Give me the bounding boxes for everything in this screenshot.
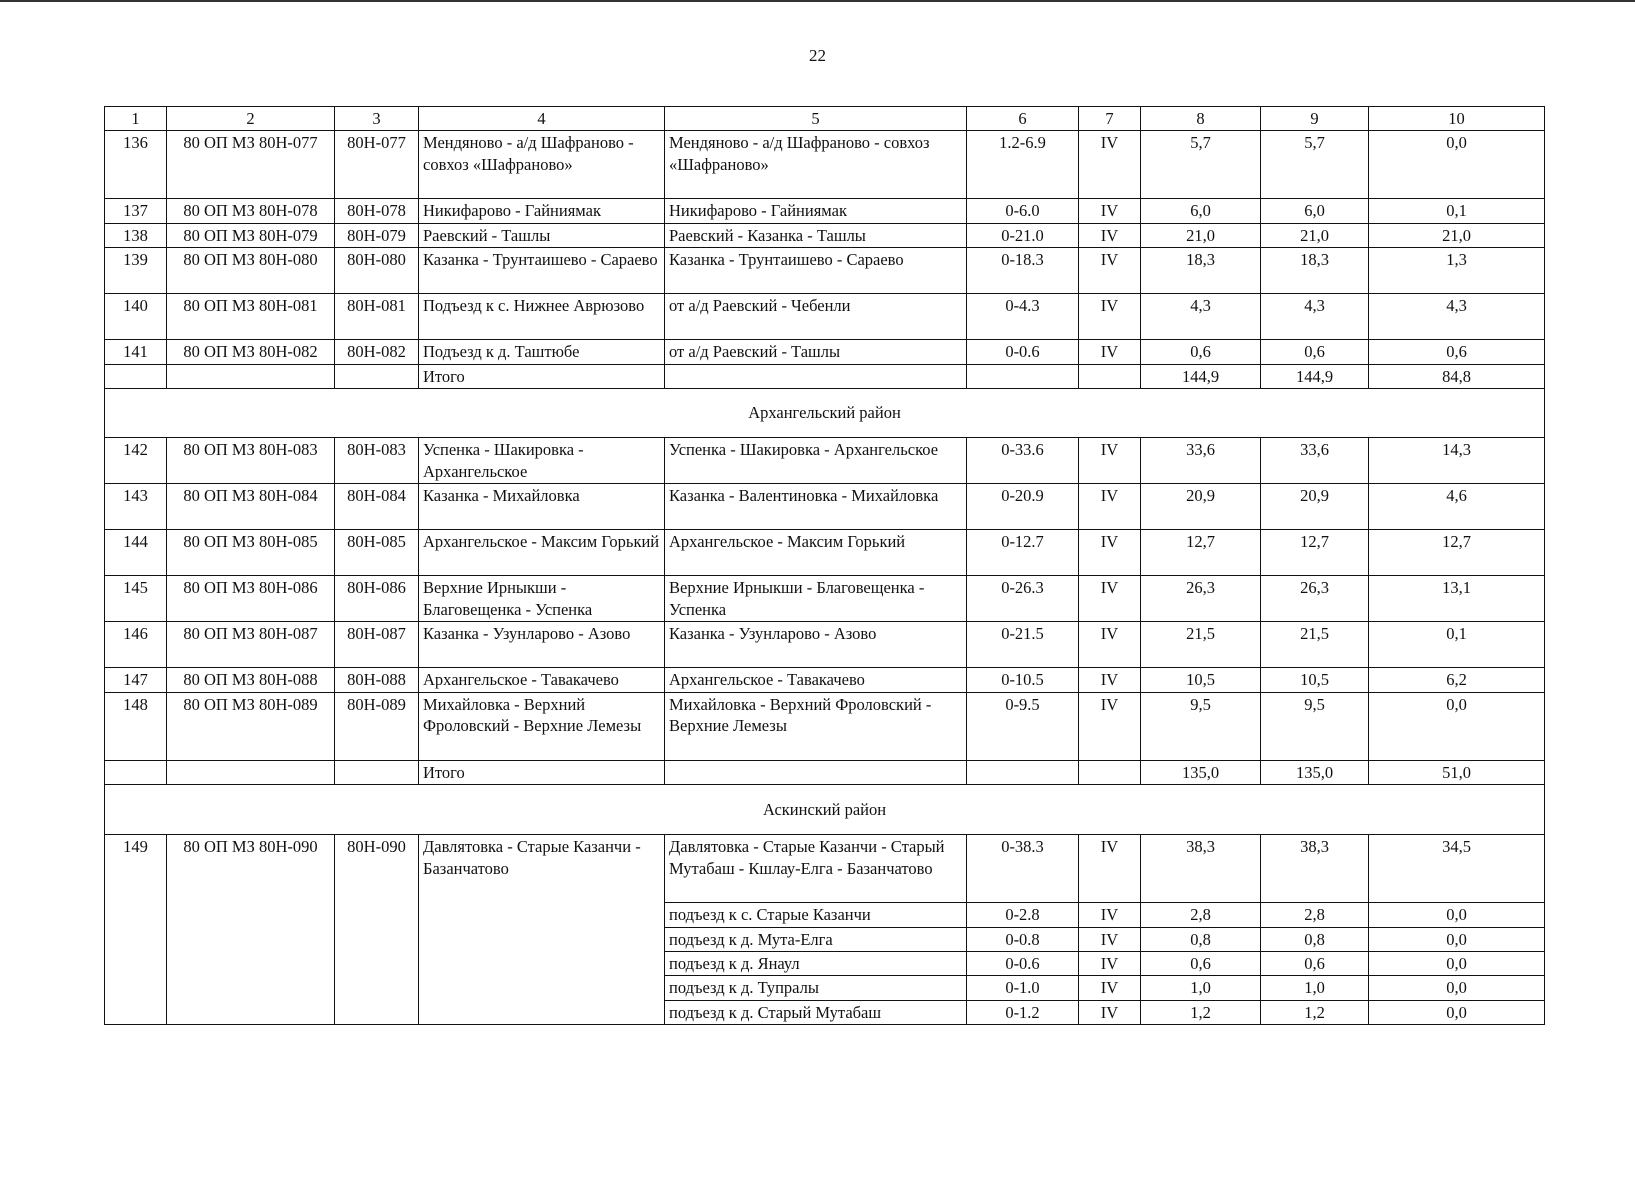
row-number: 136 — [105, 131, 167, 199]
length-cell: 18,3 — [1141, 248, 1261, 294]
road-name-cell: Михайловка - Верхний Фроловский - Верхние Лемезы — [419, 692, 665, 760]
empty-cell — [665, 760, 967, 784]
road-name-cell: Подъезд к д. Таштюбе — [419, 340, 665, 364]
route-cell: подъезд к с. Старые Казанчи — [665, 903, 967, 927]
length-total-cell: 21,0 — [1261, 223, 1369, 247]
table-row — [105, 484, 1545, 530]
total-row — [105, 364, 1545, 388]
length-cell: 12,7 — [1141, 530, 1261, 576]
length-cell: 0,8 — [1141, 927, 1261, 951]
route-cell: Михайловка - Верхний Фроловский - Верхние Лемезы — [665, 692, 967, 760]
road-code-cell: 80Н-083 — [335, 438, 419, 484]
header-cell: 6 — [967, 107, 1079, 131]
surface-cell: 84,8 — [1369, 364, 1545, 388]
surface-cell: 4,6 — [1369, 484, 1545, 530]
empty-cell — [335, 760, 419, 784]
category-cell: IV — [1079, 131, 1141, 199]
length-cell: 21,5 — [1141, 622, 1261, 668]
empty-cell — [967, 760, 1079, 784]
km-range-cell: 0-0.6 — [967, 340, 1079, 364]
length-cell: 26,3 — [1141, 576, 1261, 622]
km-range-cell: 0-10.5 — [967, 668, 1079, 692]
km-range-cell: 0-4.3 — [967, 294, 1079, 340]
row-number: 148 — [105, 692, 167, 760]
length-total-cell: 0,6 — [1261, 951, 1369, 975]
road-id-cell: 80 ОП МЗ 80Н-079 — [167, 223, 335, 247]
length-cell: 135,0 — [1141, 760, 1261, 784]
road-id-cell: 80 ОП МЗ 80Н-086 — [167, 576, 335, 622]
header-cell: 1 — [105, 107, 167, 131]
length-total-cell: 2,8 — [1261, 903, 1369, 927]
road-name-cell: Мендяново - а/д Шафраново - совхоз «Шафраново» — [419, 131, 665, 199]
km-range-cell: 0-0.6 — [967, 951, 1079, 975]
length-total-cell: 33,6 — [1261, 438, 1369, 484]
route-cell: от а/д Раевский - Ташлы — [665, 340, 967, 364]
row-number: 140 — [105, 294, 167, 340]
surface-cell: 0,0 — [1369, 131, 1545, 199]
length-cell: 10,5 — [1141, 668, 1261, 692]
km-range-cell: 0-18.3 — [967, 248, 1079, 294]
length-total-cell: 135,0 — [1261, 760, 1369, 784]
length-total-cell: 0,8 — [1261, 927, 1369, 951]
table-row — [105, 530, 1545, 576]
category-cell: IV — [1079, 530, 1141, 576]
route-cell: Архангельское - Тавакачево — [665, 668, 967, 692]
road-code-cell: 80Н-085 — [335, 530, 419, 576]
length-total-cell: 1,2 — [1261, 1000, 1369, 1024]
header-cell: 2 — [167, 107, 335, 131]
empty-cell — [105, 760, 167, 784]
surface-cell: 51,0 — [1369, 760, 1545, 784]
road-id-cell: 80 ОП МЗ 80Н-080 — [167, 248, 335, 294]
empty-cell — [1079, 364, 1141, 388]
row-number: 147 — [105, 668, 167, 692]
road-name-cell: Архангельское - Максим Горький — [419, 530, 665, 576]
row-number: 143 — [105, 484, 167, 530]
length-total-cell: 144,9 — [1261, 364, 1369, 388]
road-id-cell: 80 ОП МЗ 80Н-084 — [167, 484, 335, 530]
length-cell: 144,9 — [1141, 364, 1261, 388]
length-total-cell: 21,5 — [1261, 622, 1369, 668]
route-cell: Казанка - Валентиновка - Михайловка — [665, 484, 967, 530]
header-cell: 4 — [419, 107, 665, 131]
road-name-cell: Раевский - Ташлы — [419, 223, 665, 247]
km-range-cell: 0-21.0 — [967, 223, 1079, 247]
road-name-cell: Казанка - Трунтаишево - Сараево — [419, 248, 665, 294]
category-cell: IV — [1079, 622, 1141, 668]
road-code-cell: 80Н-078 — [335, 199, 419, 223]
length-total-cell: 38,3 — [1261, 835, 1369, 903]
route-cell: Казанка - Трунтаишево - Сараево — [665, 248, 967, 294]
route-cell: подъезд к д. Мута-Елга — [665, 927, 967, 951]
road-code-cell: 80Н-077 — [335, 131, 419, 199]
category-cell: IV — [1079, 223, 1141, 247]
length-total-cell: 6,0 — [1261, 199, 1369, 223]
surface-cell: 0,0 — [1369, 951, 1545, 975]
category-cell: IV — [1079, 199, 1141, 223]
length-cell: 0,6 — [1141, 951, 1261, 975]
road-id-cell: 80 ОП МЗ 80Н-081 — [167, 294, 335, 340]
road-code-cell: 80Н-081 — [335, 294, 419, 340]
header-cell: 9 — [1261, 107, 1369, 131]
length-total-cell: 1,0 — [1261, 976, 1369, 1000]
length-total-cell: 12,7 — [1261, 530, 1369, 576]
empty-cell — [167, 760, 335, 784]
road-name-cell: Верхние Ирныкши - Благовещенка - Успенка — [419, 576, 665, 622]
route-cell: Казанка - Узунларово - Азово — [665, 622, 967, 668]
length-total-cell: 4,3 — [1261, 294, 1369, 340]
road-name-cell: Подъезд к с. Нижнее Аврюзово — [419, 294, 665, 340]
length-total-cell: 0,6 — [1261, 340, 1369, 364]
road-code-cell: 80Н-079 — [335, 223, 419, 247]
table-row — [105, 294, 1545, 340]
length-cell: 6,0 — [1141, 199, 1261, 223]
category-cell: IV — [1079, 903, 1141, 927]
road-id-cell: 80 ОП МЗ 80Н-090 — [167, 835, 335, 1025]
km-range-cell: 0-20.9 — [967, 484, 1079, 530]
row-number: 139 — [105, 248, 167, 294]
length-cell: 9,5 — [1141, 692, 1261, 760]
category-cell: IV — [1079, 294, 1141, 340]
empty-cell — [335, 364, 419, 388]
surface-cell: 12,7 — [1369, 530, 1545, 576]
road-name-cell: Никифарово - Гайниямак — [419, 199, 665, 223]
route-cell: Архангельское - Максим Горький — [665, 530, 967, 576]
empty-cell — [105, 364, 167, 388]
table-row — [105, 835, 1545, 903]
road-name-cell: Казанка - Узунларово - Азово — [419, 622, 665, 668]
road-name-cell: Давлятовка - Старые Казанчи - Базанчатово — [419, 835, 665, 1025]
road-id-cell: 80 ОП МЗ 80Н-083 — [167, 438, 335, 484]
row-number: 138 — [105, 223, 167, 247]
length-cell: 0,6 — [1141, 340, 1261, 364]
route-cell: от а/д Раевский - Чебенли — [665, 294, 967, 340]
km-range-cell: 0-12.7 — [967, 530, 1079, 576]
road-name-cell: Итого — [419, 760, 665, 784]
table-row — [105, 668, 1545, 692]
km-range-cell: 0-21.5 — [967, 622, 1079, 668]
section-row — [105, 389, 1545, 438]
category-cell: IV — [1079, 927, 1141, 951]
km-range-cell: 0-6.0 — [967, 199, 1079, 223]
category-cell: IV — [1079, 976, 1141, 1000]
row-number: 145 — [105, 576, 167, 622]
table-row — [105, 692, 1545, 760]
length-total-cell: 20,9 — [1261, 484, 1369, 530]
km-range-cell: 0-26.3 — [967, 576, 1079, 622]
table-row — [105, 248, 1545, 294]
road-id-cell: 80 ОП МЗ 80Н-088 — [167, 668, 335, 692]
page-number: 22 — [809, 46, 826, 65]
length-cell: 2,8 — [1141, 903, 1261, 927]
length-total-cell: 26,3 — [1261, 576, 1369, 622]
category-cell: IV — [1079, 1000, 1141, 1024]
row-number: 141 — [105, 340, 167, 364]
road-id-cell: 80 ОП МЗ 80Н-082 — [167, 340, 335, 364]
district-heading: Архангельский район — [105, 389, 1545, 438]
table-row — [105, 438, 1545, 484]
empty-cell — [665, 364, 967, 388]
route-cell: подъезд к д. Янаул — [665, 951, 967, 975]
road-id-cell: 80 ОП МЗ 80Н-087 — [167, 622, 335, 668]
surface-cell: 0,0 — [1369, 927, 1545, 951]
road-id-cell: 80 ОП МЗ 80Н-078 — [167, 199, 335, 223]
table-row — [105, 223, 1545, 247]
table-row — [105, 340, 1545, 364]
header-cell: 8 — [1141, 107, 1261, 131]
route-cell: подъезд к д. Старый Мутабаш — [665, 1000, 967, 1024]
surface-cell: 14,3 — [1369, 438, 1545, 484]
section-row — [105, 785, 1545, 835]
route-cell: Никифарово - Гайниямак — [665, 199, 967, 223]
route-cell: Успенка - Шакировка - Архангельское — [665, 438, 967, 484]
empty-cell — [167, 364, 335, 388]
row-number: 146 — [105, 622, 167, 668]
km-range-cell: 0-1.0 — [967, 976, 1079, 1000]
length-total-cell: 10,5 — [1261, 668, 1369, 692]
table-row — [105, 131, 1545, 199]
length-cell: 21,0 — [1141, 223, 1261, 247]
surface-cell: 0,1 — [1369, 622, 1545, 668]
road-code-cell: 80Н-080 — [335, 248, 419, 294]
total-row — [105, 760, 1545, 784]
km-range-cell: 0-38.3 — [967, 835, 1079, 903]
empty-cell — [967, 364, 1079, 388]
road-code-cell: 80Н-090 — [335, 835, 419, 1025]
length-total-cell: 9,5 — [1261, 692, 1369, 760]
length-cell: 38,3 — [1141, 835, 1261, 903]
empty-cell — [1079, 760, 1141, 784]
page-top-rule — [0, 0, 1635, 2]
road-id-cell: 80 ОП МЗ 80Н-089 — [167, 692, 335, 760]
length-cell: 5,7 — [1141, 131, 1261, 199]
route-cell: Раевский - Казанка - Ташлы — [665, 223, 967, 247]
road-name-cell: Успенка - Шакировка - Архангельское — [419, 438, 665, 484]
road-code-cell: 80Н-089 — [335, 692, 419, 760]
road-name-cell: Архангельское - Тавакачево — [419, 668, 665, 692]
surface-cell: 34,5 — [1369, 835, 1545, 903]
km-range-cell: 0-1.2 — [967, 1000, 1079, 1024]
route-cell: подъезд к д. Тупралы — [665, 976, 967, 1000]
road-code-cell: 80Н-084 — [335, 484, 419, 530]
header-cell: 3 — [335, 107, 419, 131]
km-range-cell: 0-33.6 — [967, 438, 1079, 484]
surface-cell: 0,0 — [1369, 1000, 1545, 1024]
surface-cell: 13,1 — [1369, 576, 1545, 622]
road-code-cell: 80Н-088 — [335, 668, 419, 692]
surface-cell: 21,0 — [1369, 223, 1545, 247]
category-cell: IV — [1079, 835, 1141, 903]
surface-cell: 6,2 — [1369, 668, 1545, 692]
row-number: 144 — [105, 530, 167, 576]
route-cell: Мендяново - а/д Шафраново - совхоз «Шафраново» — [665, 131, 967, 199]
km-range-cell: 0-0.8 — [967, 927, 1079, 951]
row-number: 149 — [105, 835, 167, 1025]
district-heading: Аскинский район — [105, 785, 1545, 835]
road-name-cell: Казанка - Михайловка — [419, 484, 665, 530]
surface-cell: 0,6 — [1369, 340, 1545, 364]
length-total-cell: 18,3 — [1261, 248, 1369, 294]
header-cell: 7 — [1079, 107, 1141, 131]
category-cell: IV — [1079, 340, 1141, 364]
length-cell: 1,0 — [1141, 976, 1261, 1000]
road-id-cell: 80 ОП МЗ 80Н-085 — [167, 530, 335, 576]
length-total-cell: 5,7 — [1261, 131, 1369, 199]
header-cell: 10 — [1369, 107, 1545, 131]
road-code-cell: 80Н-082 — [335, 340, 419, 364]
category-cell: IV — [1079, 951, 1141, 975]
row-number: 142 — [105, 438, 167, 484]
category-cell: IV — [1079, 484, 1141, 530]
road-code-cell: 80Н-087 — [335, 622, 419, 668]
length-cell: 20,9 — [1141, 484, 1261, 530]
route-cell: Давлятовка - Старые Казанчи - Старый Мутабаш - Кшлау-Елга - Базанчатово — [665, 835, 967, 903]
length-cell: 33,6 — [1141, 438, 1261, 484]
km-range-cell: 0-2.8 — [967, 903, 1079, 927]
header-cell: 5 — [665, 107, 967, 131]
table-row — [105, 199, 1545, 223]
km-range-cell: 1.2-6.9 — [967, 131, 1079, 199]
header-row — [105, 107, 1545, 131]
length-cell: 1,2 — [1141, 1000, 1261, 1024]
category-cell: IV — [1079, 438, 1141, 484]
roads-table — [104, 106, 1545, 1025]
category-cell: IV — [1079, 576, 1141, 622]
table-row — [105, 622, 1545, 668]
surface-cell: 0,0 — [1369, 976, 1545, 1000]
km-range-cell: 0-9.5 — [967, 692, 1079, 760]
surface-cell: 1,3 — [1369, 248, 1545, 294]
row-number: 137 — [105, 199, 167, 223]
category-cell: IV — [1079, 692, 1141, 760]
table-row — [105, 576, 1545, 622]
length-cell: 4,3 — [1141, 294, 1261, 340]
surface-cell: 0,1 — [1369, 199, 1545, 223]
category-cell: IV — [1079, 668, 1141, 692]
surface-cell: 4,3 — [1369, 294, 1545, 340]
surface-cell: 0,0 — [1369, 903, 1545, 927]
route-cell: Верхние Ирныкши - Благовещенка - Успенка — [665, 576, 967, 622]
road-id-cell: 80 ОП МЗ 80Н-077 — [167, 131, 335, 199]
category-cell: IV — [1079, 248, 1141, 294]
road-code-cell: 80Н-086 — [335, 576, 419, 622]
surface-cell: 0,0 — [1369, 692, 1545, 760]
road-name-cell: Итого — [419, 364, 665, 388]
